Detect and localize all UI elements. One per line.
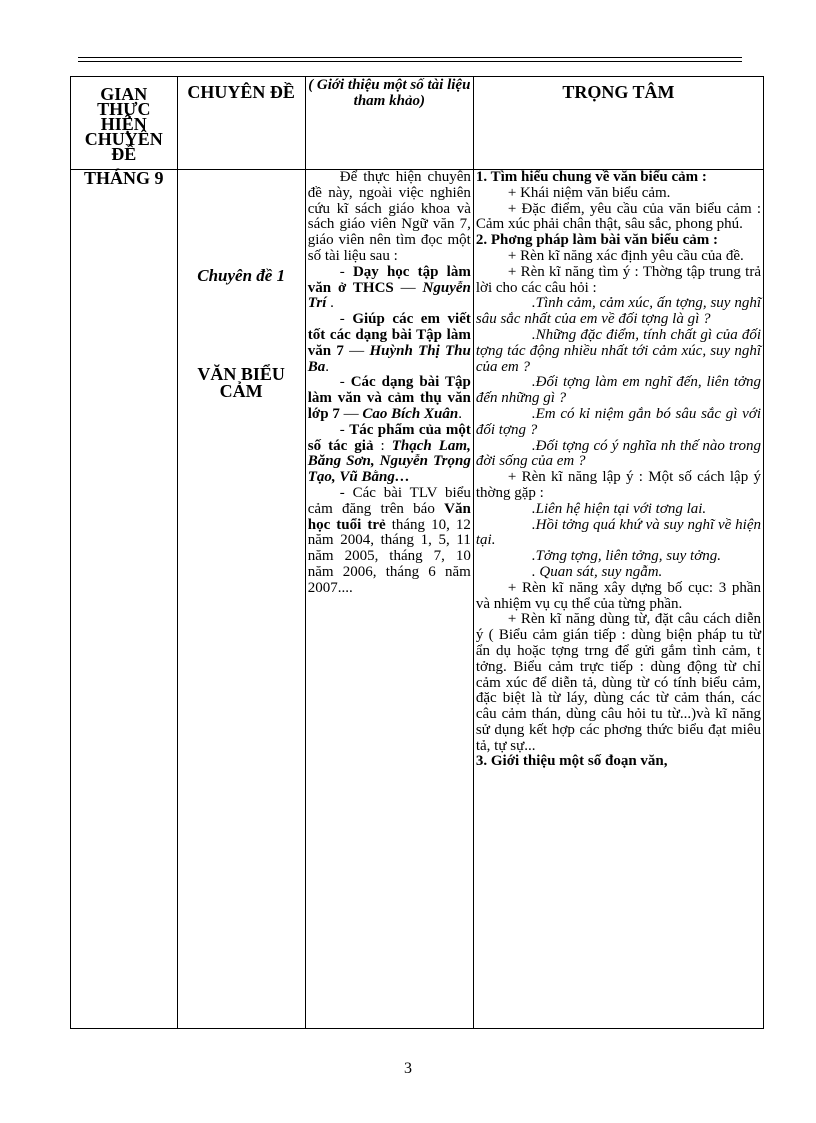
header-row — [71, 77, 764, 170]
header-focus: TRỌNG TÂM — [473, 77, 763, 170]
plan-table — [70, 76, 764, 1029]
topic-title: Chuyên đề 1 — [197, 266, 286, 285]
focus-question: .Đối tợng làm em nghĩ đến, liên tởng đến những gì ? — [475, 374, 761, 407]
focus-item: + Rèn kĩ năng xây dựng bố cục: 3 phần và nhiệm vụ cụ thể của từng phần. — [475, 579, 761, 612]
reference-item: - Các dạng bài Tập làm văn và cảm thụ văn lớp 7 — Cao Bích Xuân. — [307, 374, 471, 422]
focus-method: .Hồi tởng quá khứ và suy nghĩ về hiện tại. — [475, 516, 761, 549]
focus-method: .Liên hệ hiện tại với tơng lai. — [531, 500, 707, 517]
top-rule-1 — [78, 57, 742, 58]
focus-item: + Rèn kĩ năng xác định yêu cầu của đề. — [507, 247, 744, 264]
references-cell — [305, 170, 473, 1029]
month-label: THÁNG 9 — [84, 168, 164, 188]
header-references: ( Giới thiệu một số tài liệu tham khảo) — [305, 77, 473, 170]
focus-item: + Rèn kĩ năng tìm ý : Thờng tập trung trả lời cho các câu hỏi : — [475, 263, 761, 296]
focus-method: .Tởng tợng, liên tởng, suy tởng. — [531, 548, 721, 565]
focus-method: . Quan sát, suy ngẫm. — [531, 563, 663, 580]
reference-item: - Các bài TLV biểu cảm đăng trên báo Văn học tuổi trẻ tháng 10, 12 năm 2004, tháng 1, 5, 11 năm 2005, tháng 7, 10 năm 2006, tháng 6 năm 2007.... — [307, 484, 471, 596]
focus-heading-1: 1. Tìm hiểu chung về văn biểu cảm : — [475, 169, 707, 185]
reference-item: - Tác phẩm của một số tác giả : Thạch Lam, Băng Sơn, Nguyễn Trọng Tạo, Vũ Bằng… — [307, 421, 471, 486]
focus-item: + Rèn kĩ năng dùng từ, đặt câu cách diễn ý ( Biểu cảm gián tiếp : dùng biện pháp tu từ ẩn dụ hoặc tợng trng để gửi gắm tình cảm, t tởng. Biểu cảm trực tiếp : dùng động từ chỉ cảm xúc để diễn tả, dùng từ có tính biểu cảm, đặc biệt là từ láy, dùng các từ cảm thán, các câu cảm thán, dùng câu hỏi tu từ...)và kĩ năng sử dụng kết hợp các phơng thức biểu đạt miêu tả, tự sự... — [475, 611, 761, 754]
page-number: 3 — [404, 1060, 412, 1077]
topic-cell — [177, 170, 305, 1029]
focus-heading-2: 2. Phơng pháp làm bài văn biểu cảm : — [475, 232, 718, 249]
month-cell — [71, 170, 178, 1029]
focus-question: .Tình cảm, cảm xúc, ấn tợng, suy nghĩ sâu sắc nhất của em về đối tợng là gì ? — [475, 295, 761, 328]
focus-cell — [473, 170, 763, 1029]
focus-item: + Khái niệm văn biểu cảm. — [507, 184, 671, 201]
focus-question: .Đối tợng có ý nghĩa nh thế nào trong đời sống của em ? — [475, 437, 761, 470]
header-time: GIAN THỰC HIỆN CHUYÊN ĐỀ — [71, 77, 178, 170]
focus-heading-3: 3. Giới thiệu một số đoạn văn, — [475, 753, 668, 770]
header-topic: CHUYÊN ĐỀ — [177, 77, 305, 170]
top-rule-2 — [78, 61, 742, 62]
focus-item: + Đặc điểm, yêu cầu của văn biểu cảm : Cảm xúc phải chân thật, sâu sắc, phong phú. — [475, 200, 761, 233]
focus-item: + Rèn kĩ năng lập ý : Một số cách lập ý thờng gặp : — [475, 469, 761, 501]
focus-question: .Những đặc điểm, tính chất gì của đối tợng tác động nhiều nhất tới cảm xúc, suy nghĩ của em ? — [475, 326, 761, 375]
references-intro: Để thực hiện chuyên đề này, ngoài việc nghiên cứu kĩ sách giáo khoa và sách giáo viên Ngữ văn 7, giáo viên nên tìm đọc một số tài liệu sau : — [307, 169, 471, 264]
table-row — [71, 170, 764, 1029]
topic-name: VĂN BIỂU CẢM — [197, 364, 285, 401]
reference-item: - Giúp các em viết tốt các dạng bài Tập làm văn 7 — Huỳnh Thị Thu Ba. — [307, 311, 471, 375]
focus-question: .Em có kỉ niệm gắn bó sâu sắc gì với đối tợng ? — [475, 405, 761, 438]
reference-item: - Dạy học tập làm văn ở THCS — Nguyễn Trí . — [307, 263, 471, 312]
